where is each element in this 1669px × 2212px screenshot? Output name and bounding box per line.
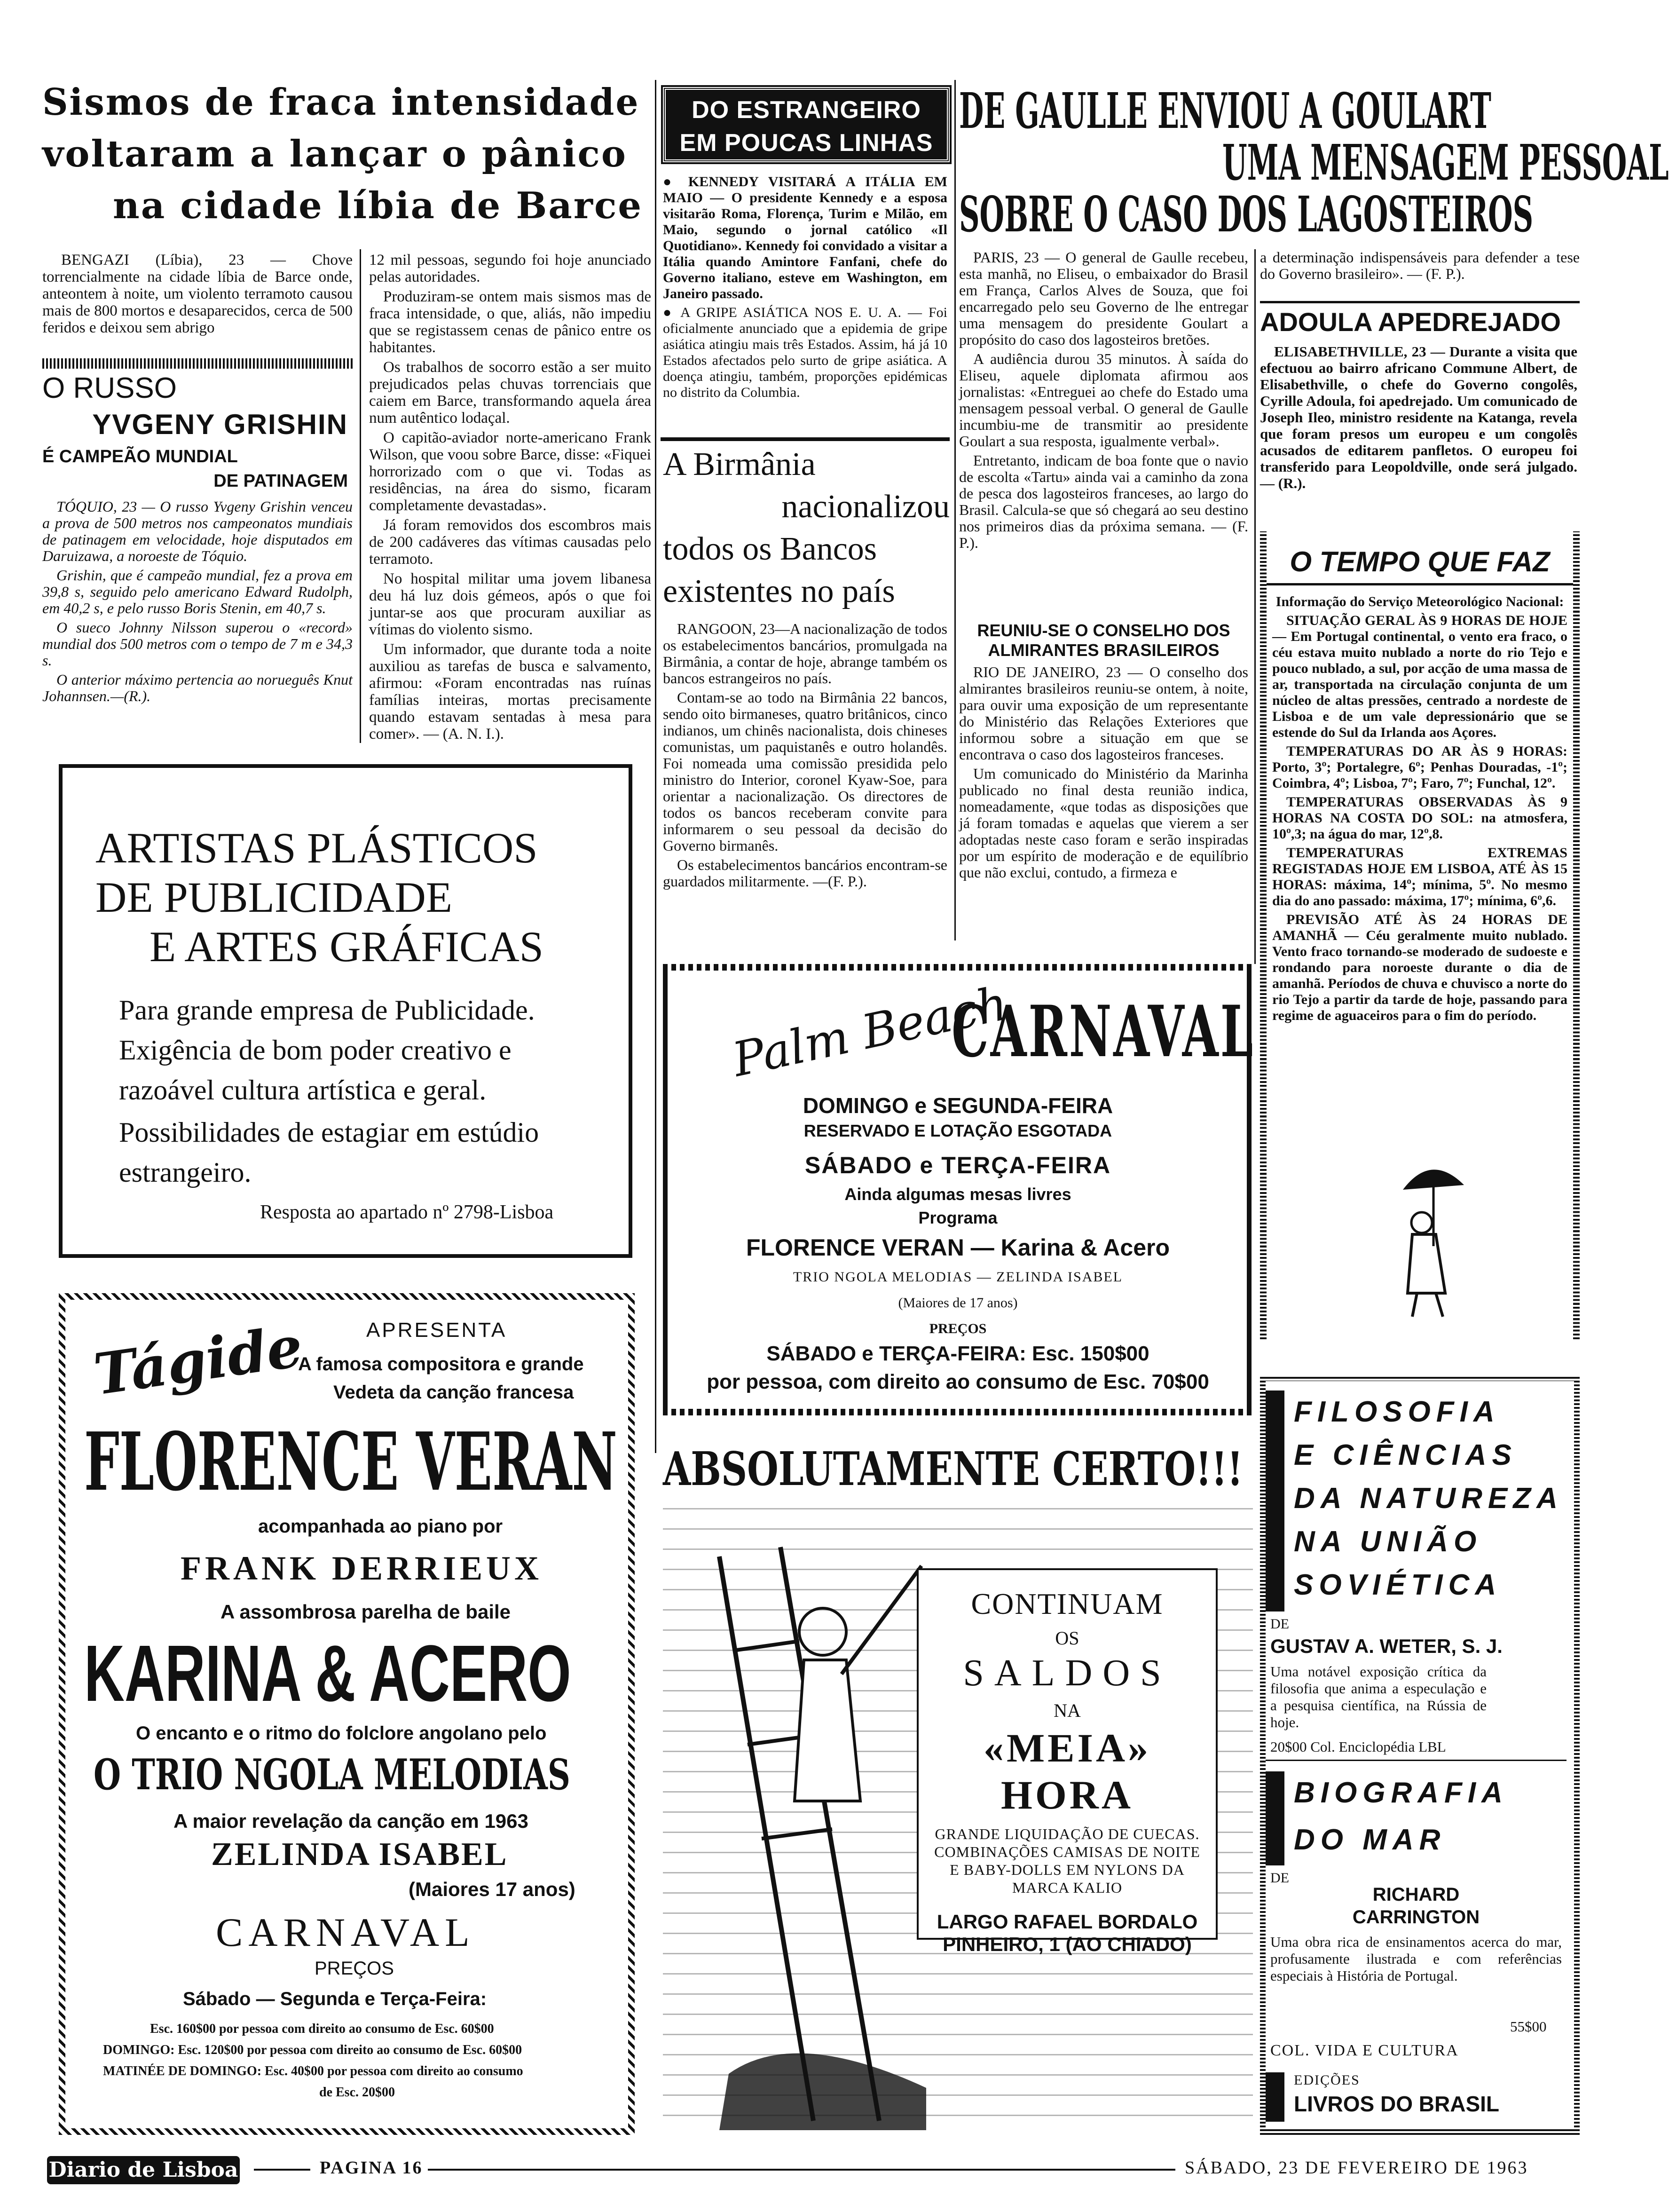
footer-rule-left [254,2169,310,2171]
birmania-head-2: nacionalizou [781,489,950,525]
almirantes-article: REUNIU-SE O CONSELHO DOS ALMIRANTES BRASILEIROS RIO DE JANEIRO, 23 — O conselho dos almirantes brasileiros reuniu-se ontem, à noite, para ouvir uma exposição de um representante do Ministério das Relações Exteriores que informou sobre a situação em que se encontrava o caso dos lagosteiros franceses. Um comunicado do Ministério da Marinha publicado no final desta reunião indica, nomeadamente, «que todas as disposições que já foram tomadas e aquelas que vierem a ser adoptadas neste caso foram e serão inspiradas por um espírito de moderação e de equilíbrio que não exclui, contudo, a firmeza e [959,621,1248,881]
tagide-pianist: FRANK DERRIEUX [181,1549,543,1587]
palm-l5: Programa [918,1208,998,1227]
publisher-2: LIVROS DO BRASIL [1294,2092,1500,2116]
grishin-head-1: O RUSSO [42,372,177,404]
tagide-logo: Tágide [90,1313,307,1408]
books-ad [1260,1375,1580,2135]
degaulle-head-2: UMA MENSAGEM PESSOAL [1222,134,1669,191]
degaulle-headline [959,82,1669,245]
adoula-text: ELISABETHVILLE, 23 — Durante a visita que efectuou ao bairro africano Commune Albert, de Elisabethville, o chefe do Governo congolês, Cyrille Adoula, foi apedrejado. Um comunicado de Joseph Ileo, ministro residente na Katanga, revela que foram presos um europeu e um congolês acusados de editarem panfletos. O europeu foi transferido para Leopoldville, onde será julgado. — (R.). [1260,343,1577,491]
book2-author-1: RICHARD [1372,1884,1460,1905]
book2-de: DE [1270,1870,1289,1886]
grishin-text: TÓQUIO, 23 — O russo Yvgeny Grishin venceu a prova de 500 metros nos campeonatos mundiais de patinagem em velocidade, hoje disputados em Daruizawa, a noroeste de Tóquio. Grishin, que é campeão mundial, fez a prova em 39,8 s, seguido pelo americano Edward Rudolph, em 40,2 s, e pelo russo Boris Stenin, em 40,7 s. O sueco Johnny Nilsson superou o «record» mundial dos 500 metros com o tempo de 7 m e 34,3 s. O anterior máximo pertencia ao norueguês Knut Johannsen.—(R.). [42,498,353,704]
tagide-sub1: A famosa compositora e grande [298,1354,584,1375]
degaulle-col2: a determinação indispensáveis para defender a tese do Governo brasileiro». — (F. P.). [1260,249,1580,282]
tagide-presents: APRESENTA [366,1319,507,1342]
hatch-rule [42,358,353,369]
birmania-head-3: todos os Bancos [663,531,877,567]
tagide-trio: O TRIO NGOLA MELODIAS [94,1750,570,1800]
col-divider-2 [655,80,656,1453]
publisher-1: EDIÇÕES [1294,2072,1360,2088]
book2-title-2: DO MAR [1294,1824,1446,1856]
tagide-singer: ZELINDA ISABEL [211,1836,508,1872]
painter-illustration [701,1509,945,2130]
publisher-bar [1266,2072,1284,2122]
palm-title: CARNAVAL [952,990,1255,1073]
book2-bar [1266,1771,1284,1865]
sismos-col1: BENGAZI (Líbia), 23 — Chove torrencialmente na cidade líbia de Barce onde, anteontem à noite, um violento terramoto causou mais de 800 mortos e desaparecidos, cerca de 500 feridos e deixou sem abrigo [42,252,353,336]
estrangeiro-banner-1: DO ESTRANGEIRO [692,96,921,124]
book2-price: 55$00 [1510,2018,1547,2035]
meiahora-l4: NA [1054,1700,1081,1721]
book1-title-5: SOVIÉTICA [1294,1569,1502,1601]
tempo-title: O TEMPO QUE FAZ [1267,545,1573,585]
artistas-ad [59,764,632,1258]
adoula-headline: ADOULA APEDREJADO [1260,307,1561,337]
adoula-rule [1260,301,1580,303]
footer-page: PAGINA 16 [320,2158,423,2178]
tagide-price-3: MATINÉE DE DOMINGO: Esc. 40$00 por pessoa com direito ao consumo [103,2064,523,2078]
palm-l2: RESERVADO E LOTAÇÃO ESGOTADA [803,1121,1112,1140]
footer-rule-right [428,2169,1175,2171]
birmania-article [663,444,950,973]
book1-de: DE [1270,1616,1289,1632]
book1-price: 20$00 Col. Enciclopédia LBL [1270,1738,1446,1755]
palm-l1: DOMINGO e SEGUNDA-FEIRA [803,1093,1113,1118]
tempo-text: Informação do Serviço Meteorológico Nacional: SITUAÇÃO GERAL ÀS 9 HORAS DE HOJE — Em Portugal continental, o vento era fraco, o céu estava muito nublado a norte do rio Tejo e pouco nublado, a sul, por acção de uma massa de ar, transportada na circulação conjunta de um núcleo de altas pressões, centrado a nordeste de Lisboa e de um vale depressionário que se estende do Sul da Irlanda aos Açores. TEMPERATURAS DO AR ÀS 9 HORAS: Porto, 3º; Portalegre, 6º; Penhas Douradas, -1º; Coimbra, 4º; Lisboa, 7º; Faro, 7º; Funchal, 12º. TEMPERATURAS OBSERVADAS ÀS 9 HORAS NA COSTA DO SOL: na atmosfera, 10º,3; na água do mar, 12º,8. TEMPERATURAS EXTREMAS REGISTADAS HOJE EM LISBOA, ATÉ ÀS 15 HORAS: máxima, 14º; mínima, 5º. No mesmo dia do ano passado: máxima, 17º; mínima, 6º,6. PREVISÃO ATÉ ÀS 24 HORAS DE AMANHÃ — Céu geralmente muito nublado. Vento fraco tornando-se moderado de sudoeste e rondando para noroeste durante o dia de amanhã. Períodos de chuva e chuvisco a norte do rio Tejo a partir da tarde de hoje, passando para regime de aguaceiros para o fim do período. [1272,594,1567,1023]
estrangeiro-banner-2: EM POUCAS LINHAS [679,129,933,157]
tagide-folk: O encanto e o ritmo do folclore angolano pelo [136,1723,547,1744]
meiahora-sign [917,1568,1218,1955]
footer-masthead [47,2156,240,2184]
meiahora-headline: ABSOLUTAMENTE CERTO!!! [663,1442,1243,1496]
artistas-body-3: razoável cultura artística e geral. [119,1074,487,1106]
artistas-title-3: E ARTES GRÁFICAS [150,923,543,971]
artistas-body-2: Exigência de bom poder creativo e [119,1035,512,1066]
meiahora-l2: OS [1055,1627,1079,1649]
tagide-prices: PREÇOS [315,1958,394,1979]
estrangeiro-banner [663,87,950,162]
meiahora-l3: SALDOS [963,1652,1172,1694]
umbrella-figure-illustration [1384,1152,1478,1321]
tagide-price-2: DOMINGO: Esc. 120$00 por pessoa com direito ao consumo de Esc. 60$00 [103,2043,522,2057]
tagide-event: CARNAVAL [216,1910,475,1955]
grishin-head-4: DE PATINAGEM [213,471,348,491]
palm-l6: FLORENCE VERAN — Karina & Acero [746,1234,1170,1261]
book2-col: COL. VIDA E CULTURA [1270,2042,1459,2059]
degaulle-head-1: DE GAULLE ENVIOU A GOULART [959,82,1491,140]
tagide-days: Sábado — Segunda e Terça-Feira: [183,1989,487,2009]
book2-title-1: BIOGRAFIA [1294,1777,1508,1809]
meiahora-l6: GRANDE LIQUIDAÇÃO DE CUECAS. COMBINAÇÕES CAMISAS DE NOITE E BABY-DOLLS EM NYLONS DA MARCA KALIO [934,1825,1200,1896]
book1-bar [1266,1390,1284,1612]
footer-masthead-text: Diario de Lisboa [48,2158,238,2182]
palm-l9: PREÇOS [929,1321,987,1336]
tagide-star: FLORENCE VERAN [84,1415,617,1509]
birmania-top-rule [661,437,950,441]
sismos-col2: 12 mil pessoas, segundo foi hoje anunciado pelas autoridades. Produziram-se ontem mais sismos mas de fraca intensidade, o que, aliás, não impediu que se registassem cenas de pânico entre os habitantes. Os trabalhos de socorro estão a ser muito prejudicados pelas chuvas torrenciais que caiem em Barce, transformando aquela área num autêntico lodaçal. O capitão-aviador norte-americano Frank Wilson, que voou sobre Barce, disse: «Fiquei horrorizado com o que vi. Todas as residências, na área do sismo, ficaram completamente devastadas». Já foram removidos dos escombros mais de 200 cadáveres das vítimas causadas pelo terramoto. No hospital militar uma jovem libanesa deu há luz dois gémeos, após o que foi juntar-se aos que procuram auxiliar as vítimas do violento sismo. Um informador, que durante toda a noite auxiliou as tarefas de busca e salvamento, afirmou: «Foram encontradas nas ruínas famílias inteiras, mortas precisamente quando estavam sentadas à mesa para comer». — (A. N. I.). [369,252,651,743]
degaulle-head-3: SOBRE O CASO DOS LAGOSTEIROS [959,185,1534,243]
palm-l3: SÁBADO e TERÇA-FEIRA [804,1152,1111,1178]
book2-author-2: CARRINGTON [1352,1907,1480,1928]
meiahora-l5: «MEIA» HORA [983,1725,1151,1817]
meiahora-l7: LARGO RAFAEL BORDALO [937,1911,1198,1933]
palm-l7: TRIO NGOLA MELODIAS — ZELINDA ISABEL [793,1269,1123,1285]
sismos-headline-3: na cidade líbia de Barce [113,184,643,227]
sismos-headline-2: voltaram a lançar o pânico [42,133,627,175]
palm-l4: Ainda algumas mesas livres [844,1185,1071,1204]
sismos-headline-1: Sismos de fraca intensidade [42,81,640,124]
grishin-head-3: É CAMPEÃO MUNDIAL [42,447,238,466]
col-divider-3 [954,80,956,940]
tagide-piano: acompanhada ao piano por [258,1516,503,1537]
almirantes-head-2: ALMIRANTES BRASILEIROS [988,640,1220,660]
books-divider [1266,1760,1567,1761]
tagide-pair: A assombrosa parelha de baile [220,1601,511,1623]
book1-author: GUSTAV A. WETER, S. J. [1270,1635,1503,1657]
palm-l10: SÁBADO e TERÇA-FEIRA: Esc. 150$00 [766,1342,1149,1365]
birmania-head-1: A Birmânia [663,446,816,482]
book2-desc: Uma obra rica de ensinamentos acerca do mar, profusamente ilustrada e com referências especiais à História de Portugal. [1270,1934,1562,1984]
tagide-age: (Maiores 17 anos) [409,1878,575,1900]
artistas-title-1: ARTISTAS PLÁSTICOS [95,824,538,872]
tempo-box [1260,531,1580,1340]
grishin-head-2: YVGENY GRISHIN [92,409,348,440]
estrangeiro-items: ● KENNEDY VISITARÁ A ITÁLIA EM MAIO — O presidente Kennedy e a esposa visitarão Roma, Florença, Turim e Milão, em Maio, segundo o jornal católico «Il Quotidiano». Kennedy foi convidado a visitar a Itália quando Amintore Fanfani, chefe do Governo italiano, esteve em Washington, em Janeiro passado. ● A GRIPE ASIÁTICA NOS E. U. A. — Foi oficialmente anunciado que a epidemia de gripe asiática atingiu mais três Estados. Assim, há já 10 Estados afectados pelo surto de gripe asiática. A doença atingiu, também, proporções epidémicas no distrito da Columbia. [663,174,947,400]
footer-date: SÁBADO, 23 DE FEVEREIRO DE 1963 [1185,2158,1528,2178]
tagide-sub2: Vedeta da canção francesa [333,1382,574,1403]
adoula-article [1260,306,1580,517]
degaulle-col1: PARIS, 23 — O general de Gaulle recebeu, esta manhã, no Eliseu, o embaixador do Brasil em França, Carlos Alves de Souza, que foi encarregado pelo seu Governo de lhe entregar uma mensagem do presidente Goulart a propósito do caso dos lagosteiros bretões. A audiência durou 35 minutos. À saída do Eliseu, aquele diplomata afirmou aos jornalistas: «Entreguei ao chefe do Estado uma mensagem pessoal verbal. O general de Gaulle incumbiu-me de transmitir ao presidente Goulart a sua resposta, igualmente verbal». Entretanto, indicam de boa fonte que o navio de escolta «Tartu» ainda vai a caminho da zona de pesca dos lagosteiros franceses, ao largo do Brasil. Calcula-se que só chegará ao seu destino nos primeiros dias da próxima semana. — (F. P.). [959,249,1248,551]
palm-l8: (Maiores de 17 anos) [898,1295,1018,1311]
artistas-body-4: Possibilidades de estagiar em estúdio [119,1117,539,1148]
artistas-body-1: Para grande empresa de Publicidade. [119,995,535,1026]
book1-title-2: E CIÊNCIAS [1294,1439,1517,1471]
artistas-reply: Resposta ao apartado nº 2798-Lisboa [260,1201,554,1223]
palm-logo: Palm Beach [728,975,1013,1088]
meiahora-l8: PINHEIRO, 1 (AO CHIADO) [943,1933,1192,1955]
artistas-body-5: estrangeiro. [119,1157,252,1188]
palm-beach-ad [663,964,1253,1415]
col-divider-1 [360,249,361,743]
book1-title-4: NA UNIÃO [1294,1525,1482,1558]
tagide-dancers: KARINA & ACERO [84,1629,571,1718]
birmania-text: RANGOON, 23—A nacionalização de todos os estabelecimentos bancários, promulgada na Birmânia, a contar de hoje, abrange também os bancos estrangeiros no país. Contam-se ao todo na Birmânia 22 bancos, sendo oito birmaneses, quatro britânicos, cinco indianos, um chinês nacionalista, dois chineses comunistas, um paquistanês e outro holandês. Foi nomeada uma comissão presidida pelo ministro do Interior, coronel Kyaw-Soe, para orientar a nacionalização. Os directores de todos os bancos receberam convite para informarem o seu pessoal da decisão do Governo birmanês. Os estabelecimentos bancários encontram-se guardados militarmente. —(F. P.). [663,620,947,890]
book1-desc: Uma notável exposição crítica da filosofia que anima a especulação e a pesquisa científica, na Rússia de hoje. [1270,1663,1487,1730]
book1-title-3: DA NATUREZA [1294,1482,1563,1515]
tagide-price-1: Esc. 160$00 por pessoa com direito ao consumo de Esc. 60$00 [150,2022,494,2036]
grishin-article [42,371,353,748]
birmania-head-4: existentes no país [663,573,895,609]
tagide-ad [59,1293,635,2135]
almirantes-head-1: REUNIU-SE O CONSELHO DOS [977,621,1230,640]
tagide-price-4: de Esc. 20$00 [319,2085,395,2100]
meiahora-l1: CONTINUAM [971,1587,1164,1620]
tagide-reveal: A maior revelação da canção em 1963 [173,1810,528,1832]
col-divider-4 [1254,249,1256,964]
book1-title-1: FILOSOFIA [1294,1396,1500,1428]
palm-l11: por pessoa, com direito ao consumo de Esc. 70$00 [707,1370,1209,1393]
artistas-title-2: DE PUBLICIDADE [95,873,452,921]
meiahora-ad [663,1444,1253,2135]
